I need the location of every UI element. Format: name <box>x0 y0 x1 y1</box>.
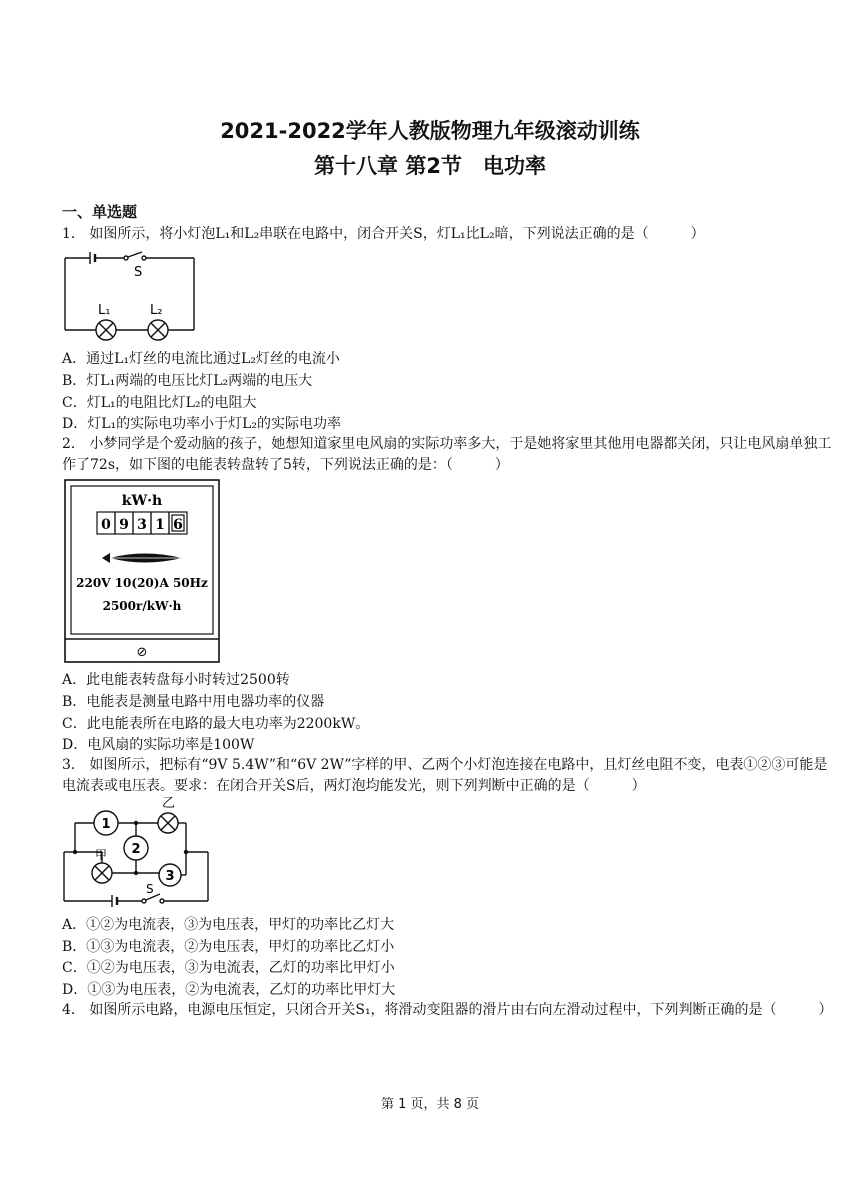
q3-lamp-jia-label: 甲 <box>95 848 108 862</box>
q1-lamp2-label: L₂ <box>150 303 163 318</box>
q3-option-c: C．①②为电压表，③为电流表，乙灯的功率比甲灯小 <box>62 960 395 976</box>
q3-lamp-yi-label: 乙 <box>162 796 176 811</box>
q2-option-b: B．电能表是测量电路中用电器功率的仪器 <box>62 694 325 710</box>
question-4-stem: 4． 如图所示电路，电源电压恒定，只闭合开关S₁，将滑动变阻器的滑片由右向左滑动过程中，下列判断正确的是（ ） <box>62 1002 833 1018</box>
page-footer: 第 1 页，共 8 页 <box>380 1097 480 1112</box>
question-1-stem: 1． 如图所示，将小灯泡L₁和L₂串联在电路中，闭合开关S，灯L₁比L₂暗，下列说法正确的是（ ） <box>62 226 705 242</box>
q2-option-a: A．此电能表转盘每小时转过2500转 <box>62 672 290 688</box>
q1-option-d: D．灯L₁的实际电功率小于灯L₂的实际电功率 <box>62 416 342 432</box>
meter-spec: 220V 10(20)A 50Hz <box>76 576 208 590</box>
meter-digit-1: 0 <box>101 517 111 533</box>
q1-circuit-diagram <box>62 250 202 345</box>
q2-option-d: D．电风扇的实际功率是100W <box>62 737 255 753</box>
q3-meter-3-label: 3 <box>165 869 175 884</box>
q3-switch-label: S <box>146 882 154 896</box>
q1-option-b: B．灯L₁两端的电压比灯L₂两端的电压大 <box>62 373 313 389</box>
q3-meter-2-label: 2 <box>131 842 141 857</box>
meter-rate: 2500r/kW·h <box>102 599 182 613</box>
q3-circuit-diagram <box>62 795 212 907</box>
q3-option-d: D．①③为电压表，②为电流表，乙灯的功率比甲灯大 <box>62 982 396 998</box>
question-2-stem: 2． 小梦同学是个爱动脑的孩子，她想知道家里电风扇的实际功率多大，于是她将家里其他用电器都关闭，只让电风扇单独工作了72s，如下图的电能表转盘转了5转，下列说法正确的是：（ ） <box>62 436 832 473</box>
q1-option-a: A．通过L₁灯丝的电流比通过L₂灯丝的电流小 <box>62 351 340 367</box>
q3-option-a: A．①②为电流表，③为电压表，甲灯的功率比乙灯大 <box>62 917 395 933</box>
q1-option-c: C．灯L₁的电阻比灯L₂的电阻大 <box>62 395 257 411</box>
q2-option-c: C．此电能表所在电路的最大电功率为2200kW。 <box>62 716 370 732</box>
meter-digit-5: 6 <box>173 517 183 533</box>
meter-digit-2: 9 <box>119 517 129 533</box>
meter-disk-icon <box>102 553 186 563</box>
section-title: 一、单选题 <box>62 203 138 221</box>
q3-option-b: B．①③为电流表，②为电压表，甲灯的功率比乙灯小 <box>62 939 395 955</box>
page-subtitle: 第十八章 第2节 电功率 <box>314 154 546 178</box>
page-title: 2021-2022学年人教版物理九年级滚动训练 <box>220 119 640 143</box>
meter-unit: kW·h <box>121 493 163 509</box>
meter-digit-3: 3 <box>137 517 147 533</box>
q3-meter-1-label: 1 <box>101 817 111 832</box>
q1-switch-label: S <box>134 265 143 280</box>
q1-lamp1-label: L₁ <box>98 303 111 318</box>
meter-digit-4: 1 <box>155 517 165 533</box>
question-3-stem: 3． 如图所示，把标有“9V 5.4W”和“6V 2W”字样的甲、乙两个小灯泡连接在电路中，且灯丝电阻不变，电表①②③可能是电流表或电压表。要求：在闭合开关S后，两灯泡均能发光，则下列判断中正确的是（ ） <box>62 757 828 794</box>
q2-energy-meter <box>64 479 220 663</box>
meter-knob-icon: ⊘ <box>136 645 148 660</box>
